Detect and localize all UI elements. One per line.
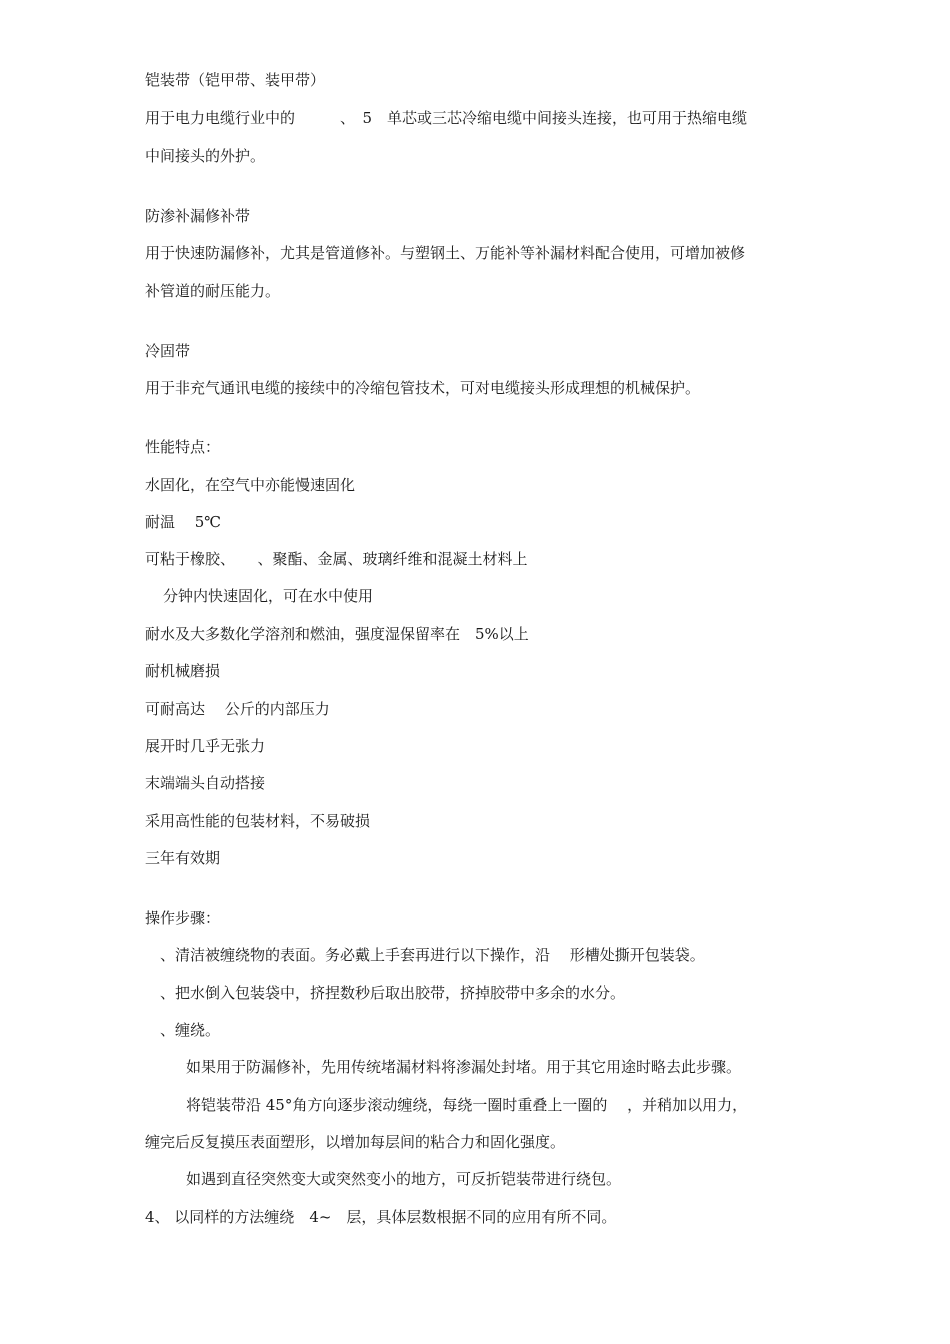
- feature-item: 可粘于橡胶、 、聚酯、金属、玻璃纤维和混凝土材料上: [145, 550, 528, 568]
- feature-item: 耐机械磨损: [145, 662, 221, 680]
- features-title: 性能特点：: [145, 438, 221, 456]
- step-3-sub-3: 如遇到直径突然变大或突然变小的地方，可反折铠装带进行绕包。: [186, 1170, 622, 1188]
- armor-tape-title: 铠装带（铠甲带、装甲带）: [145, 71, 326, 89]
- feature-item: 展开时几乎无张力: [145, 737, 266, 755]
- steps-title: 操作步骤：: [145, 909, 221, 927]
- armor-tape-desc-line1: 用于电力电缆行业中的 、 5 单芯或三芯冷缩电缆中间接头连接，也可用于热缩电缆: [145, 109, 748, 127]
- step-3-sub-2-line1: 将铠装带沿 45°角方向逐步滚动缠绕，每绕一圈时重叠上一圈的 ，并稍加以用力，: [186, 1096, 748, 1114]
- feature-item: 三年有效期: [145, 849, 221, 867]
- feature-item: 分钟内快速固化，可在水中使用: [163, 587, 374, 605]
- feature-item: 水固化，在空气中亦能慢速固化: [145, 476, 356, 494]
- feature-item: 末端端头自动搭接: [145, 774, 266, 792]
- feature-item: 采用高性能的包装材料，不易破损: [145, 812, 371, 830]
- leak-tape-title: 防渗补漏修补带: [145, 207, 251, 225]
- cold-tape-desc: 用于非充气通讯电缆的接续中的冷缩包管技术，可对电缆接头形成理想的机械保护。: [145, 379, 701, 397]
- feature-item: 耐温 5℃: [145, 513, 222, 531]
- leak-tape-desc-line2: 补管道的耐压能力。: [145, 282, 281, 300]
- step-3: 、缠绕。: [160, 1021, 221, 1039]
- step-1: 、清洁被缠绕物的表面。务必戴上手套再进行以下操作，沿 形槽处撕开包装袋。: [160, 946, 705, 964]
- feature-item: 耐水及大多数化学溶剂和燃油，强度湿保留率在 5%以上: [145, 625, 529, 643]
- feature-item: 可耐高达 公斤的内部压力: [145, 700, 330, 718]
- step-3-sub-1: 如果用于防漏修补，先用传统堵漏材料将渗漏处封堵。用于其它用途时略去此步骤。: [186, 1058, 742, 1076]
- step-2: 、把水倒入包装袋中，挤捏数秒后取出胶带，挤掉胶带中多余的水分。: [160, 984, 626, 1002]
- step-4: 4、 以同样的方法缠绕 4~ 层，具体层数根据不同的应用有所不同。: [145, 1208, 617, 1226]
- cold-tape-title: 冷固带: [145, 342, 191, 360]
- step-3-sub-2-line2: 缠完后反复摸压表面塑形，以增加每层间的粘合力和固化强度。: [145, 1133, 566, 1151]
- leak-tape-desc-line1: 用于快速防漏修补，尤其是管道修补。与塑钢土、万能补等补漏材料配合使用，可增加被修: [145, 244, 746, 262]
- armor-tape-desc-line2: 中间接头的外护。: [145, 147, 266, 165]
